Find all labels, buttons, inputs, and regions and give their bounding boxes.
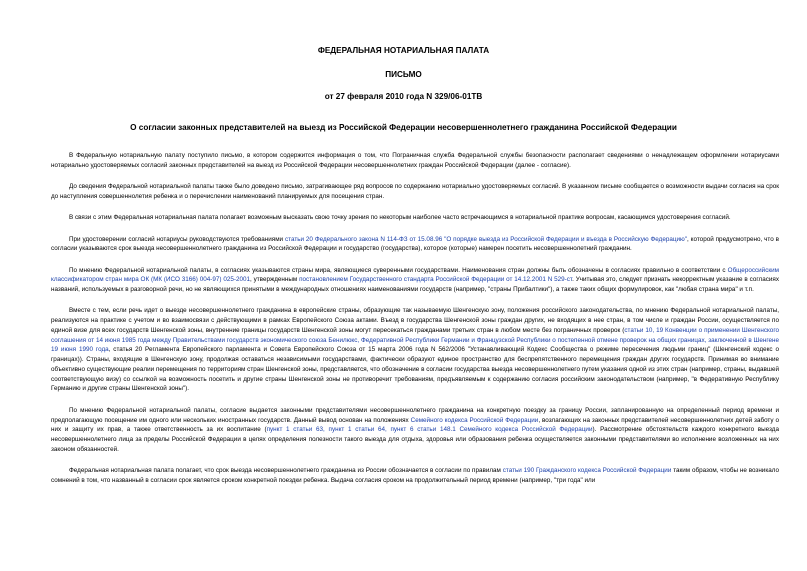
country-classifier-link[interactable]: Общероссийским классификатором стран мира ОК (МК (ИСО 3166) 004-97) 025-2001: [51, 266, 779, 284]
family-code-articles-link[interactable]: пункт 1 статьи 63, пункт 1 статьи 64, пункт 6 статьи 148.1 Семейного кодекса Российской Федерации: [266, 426, 593, 434]
paragraph-1: [51, 151, 779, 171]
organization-name: ФЕДЕРАЛЬНАЯ НОТАРИАЛЬНАЯ ПАЛАТА: [317, 46, 490, 55]
paragraph-6: [51, 306, 779, 394]
paragraph-text: До сведения Федеральной нотариальной палаты также было доведено письмо, затрагивающее ряд вопросов по содержанию нотариально удостоверяемых согласий. В указанном письме сообщается о возможности выдачи согласия на срок до наступления совершеннолетия ребенка и о перечислении наименований планируемых для посещения стран.: [51, 183, 779, 200]
document-subject: О согласии законных представителей на выезд из Российской Федерации несовершеннолетнего гражданина Российской Федерации: [130, 123, 677, 132]
civil-code-article-190-link[interactable]: статьи 190 Гражданского кодекса Российской Федерации: [502, 467, 672, 475]
paragraph-8: [51, 466, 779, 486]
gosstandart-resolution-link[interactable]: постановлением Государственного стандарта Российской Федерации от 14.12.2001 N 529-ст: [299, 276, 573, 284]
law-114-fz-article-20-link[interactable]: статьи 20 Федерального закона N 114-ФЗ от 15.08.96 "О порядке выезда из Российской Федерации и въезда в Российскую Федерацию": [284, 235, 688, 243]
paragraph-text: , возлагающих на законных представителей несовершеннолетних детей заботу о них и защиту их прав, а также ответственность за их воспитание (: [51, 416, 779, 434]
paragraph-5: [51, 266, 779, 295]
paragraph-3: [51, 213, 779, 223]
paragraph-text: При удостоверении согласий нотариусы руководствуются требованиями: [69, 235, 285, 243]
paragraph-text: ). Рассмотрение обстоятельств каждого конкретного выезда несовершеннолетнего лица за пределы Российской Федерации в целях определения полезности такого выезда для отдыха, здоровья или образования ребенка осуществляется законными представителями во исполнение возложенных на них законом обязанностей.: [51, 426, 780, 453]
paragraph-text: , утвержденным: [250, 276, 300, 284]
paragraph-text: . Учитывая это, следует признать некорректным указание в согласиях названий, используемых в разговорной речи, но не являющихся принятыми в международных отношениях наименованиями государств (например, "страны Прибалтики"), а также таких общих формулировок, как "любая страна мира" и т.п.: [51, 276, 779, 294]
document-date-number: от 27 февраля 2010 года N 329/06-01ТВ: [324, 92, 483, 101]
paragraph-text: В связи с этим Федеральная нотариальная палата полагает возможным высказать свою точку зрения по некоторым наиболее часто встречающимся в нотариальной практике вопросам, касающимся удостоверения согласий.: [69, 214, 731, 222]
paragraph-text: Вместе с тем, если речь идет о выезде несовершеннолетнего гражданина в европейские страны, образующие так называемую Шенгенскую зону, положения российского законодательства, по мнению Федеральной нотариальной палаты, реализуются на практике с учетом и во взаимосвязи с действующими в рамках Европейского Союза актами. Въезд в государства Шенгенской зоны граждан других, не входящих в нее стран, в том числе и граждан России, осуществляется по единой визе для всех государств Шенгенской зоны, внутренние границы государств Шенгенской зоны могут пересекаться гражданами третьих стран в любом месте без пограничных проверок (: [51, 307, 779, 334]
paragraph-text: По мнению Федеральной нотариальной палаты, согласие выдается законными представителями несовершеннолетнего гражданина на конкретную поездку за границу России, запланированную на определенный период времени и предполагающую посещение им одного или нескольких иностранных государств. Данный вывод основан на положениях: [51, 406, 779, 424]
paragraph-text: По мнению Федеральной нотариальной палаты, в согласиях указываются страны мира, являющиеся суверенными государствами. Наименования стран должны быть обозначены в согласиях правильно в соответствии с: [69, 266, 728, 274]
paragraph-7: [51, 406, 779, 455]
schengen-convention-link[interactable]: статьи 10, 19 Конвенции о применении Шенгенского соглашения от 14 июня 1985 года между Правительствами государств экономического союза Бенилюкс, Федеративной Республики Германии и Французской Республики о постепенной отмене проверок на общих границах, заключенной в Шенгене 19 июня 1990 года: [51, 326, 779, 354]
paragraph-text: , статья 20 Регламента Европейского парламента и Совета Европейского Союза от 15 марта 2006 года N 562/2006 "Устанавливающий Кодекс Сообщества о режиме пересечения людьми границ" (Шенгенский кодекс о границах)). Страны, входящие в Шенгенскую зону, продолжая оставаться независимыми государствами, фактически образуют единое пространство для беспрепятственного перемещения граждан других государств. Принимая во внимание объективно существующие реалии перемещения по территориям стран Шенгенской зоны, представляется, что обозначение в согласии государства выезда несовершеннолетнего путем указания одной из этих стран (например, страны, выдавшей соответствующую визу) со ссылкой на возможность посетить и другие страны Шенгенской зоны не противоречит требованиям, предъявляемым к содержанию согласия российским законодательством (например, "в Федеративную Республику Германию и другие страны Шенгенской зоны").: [51, 346, 779, 393]
paragraph-text: таким образом, чтобы не возникало сомнений в том, что названный в согласии срок является сроком конкретной поездки ребенка. Выдача согласия сроком на продолжительный период времени (например, "три года" или: [51, 467, 780, 484]
document-body: [51, 151, 779, 497]
paragraph-text: , которой предусмотрено, что в согласии указываются срок выезда несовершеннолетнего гражданина из Российской Федерации и государство (государства), которое (которые) намерен посетить несовершеннолетний гражданин.: [51, 235, 779, 253]
paragraph-text: В Федеральную нотариальную палату поступило письмо, в котором содержится информация о том, что Пограничная служба Федеральной службы безопасности располагает сведениями о ненадлежащем оформлении нотариусами нотариально удостоверяемых согласий законных представителей на выезд из Российской Федерации несовершеннолетних граждан Российской Федерации (далее - согласие).: [51, 152, 779, 169]
paragraph-4: [51, 235, 779, 255]
paragraph-text: Федеральная нотариальная палата полагает, что срок выезда несовершеннолетнего гражданина из России обозначается в согласии по правилам: [69, 467, 503, 475]
paragraph-2: [51, 182, 779, 202]
family-code-link[interactable]: Семейного кодекса Российской Федерации: [410, 416, 539, 424]
document-type: ПИСЬМО: [385, 70, 422, 79]
